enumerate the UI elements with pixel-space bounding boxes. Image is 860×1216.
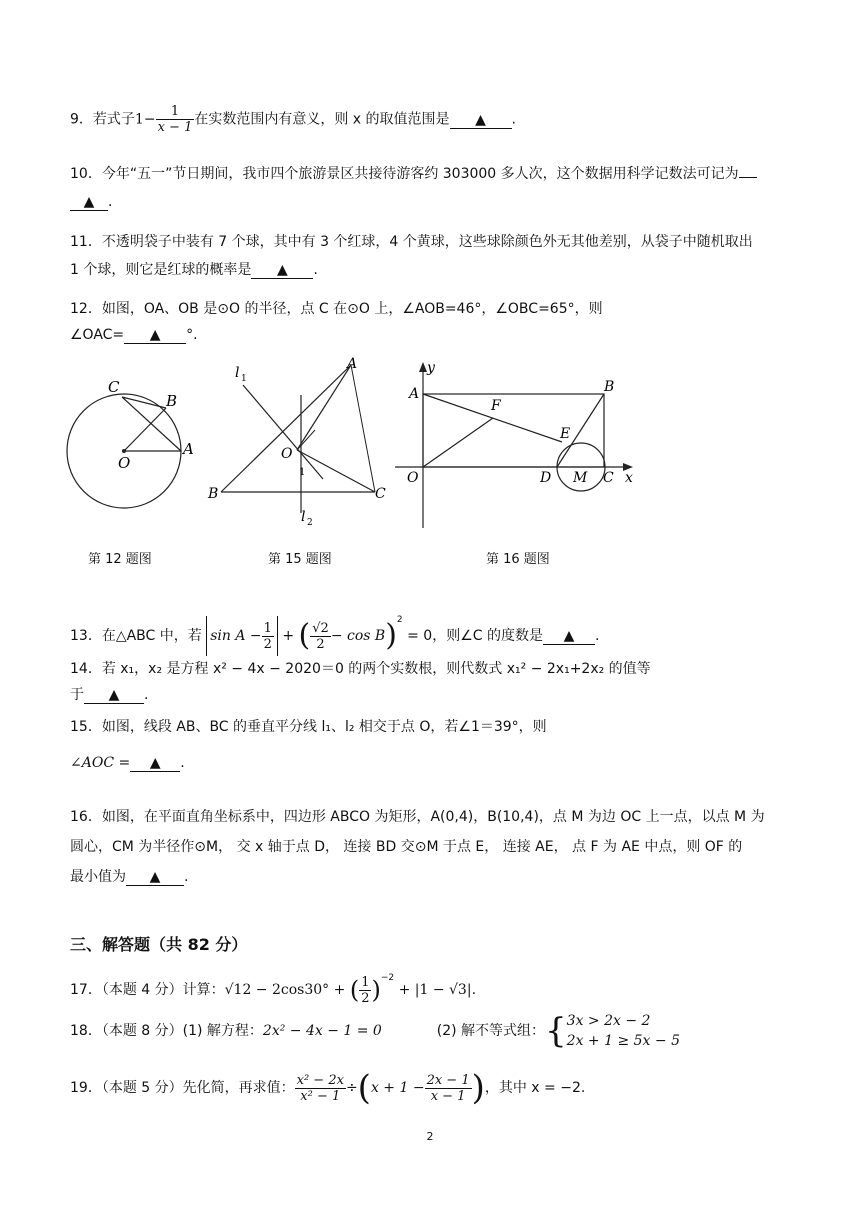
section-heading: 三、解答题（共 82 分）: [70, 935, 248, 954]
label-C: C: [108, 378, 120, 396]
label-A: A: [347, 356, 358, 372]
label-x: x: [625, 470, 633, 486]
question-9: 9．若式子1− $\frac{1}{x - 1}$ 在实数范围内有意义，则 x 的取值范围是 ▲ .: [70, 104, 516, 135]
question-14: 14．若 x₁，x₂ 是方程 x² − 4x − 2020＝0 的两个实数根，则代数式 x₁² − 2x₁+2x₂ 的值等 于 ▲ .: [70, 661, 651, 703]
figure-15: [205, 355, 390, 535]
label-D: D: [540, 470, 552, 486]
answer-blank[interactable]: ▲: [126, 869, 184, 886]
question-18: 18．（本题 8 分）(1) 解方程：2x² − 4x − 1 = 0 (2) 解不等式组：{ 3x > 2x − 2 2x + 1 ≥ 5x − 5: [70, 1011, 680, 1051]
caption-fig15: 第 15 题图: [268, 552, 332, 567]
question-11: 11．不透明袋子中装有 7 个球，其中有 3 个红球，4 个黄球，这些球除颜色外无其他差别，从袋子中随机取出 1 个球，则它是红球的概率是 ▲ .: [70, 234, 753, 278]
absolute-value: sin A − $\frac{1}{2}$: [206, 616, 278, 656]
label-A: A: [183, 440, 194, 458]
label-l2: l: [301, 509, 306, 525]
label-y: y: [427, 360, 435, 376]
label-l1: l: [235, 365, 240, 381]
inequality-system: 3x > 2x − 2 2x + 1 ≥ 5x − 5: [566, 1013, 680, 1049]
figure-16: [393, 358, 643, 533]
label-C: C: [375, 486, 386, 502]
angle-1-label: 1: [299, 467, 306, 478]
label-A: A: [409, 386, 420, 402]
figure-12: [60, 370, 210, 520]
label-F: F: [491, 398, 501, 414]
svg-text:1: 1: [241, 374, 247, 384]
question-16: 16．如图，在平面直角坐标系中，四边形 ABCO 为矩形，A(0,4)，B(10,4)，点 M 为边 OC 上一点，以点 M 为 圆心，CM 为半径作⊙M， 交 x 轴于点 D， 连接 BD 交⊙M 于点 E， 连接 AE， 点 F 为 AE 中点，则 OF 的 最小值为 ▲ .: [70, 809, 765, 885]
question-19: 19．（本题 5 分）先化简，再求值： $\frac{\text{x² − 2x}}{\text{x² − 1}}$ ÷(x + 1 − $\frac{2x - 1}{x - 1}$ )，其中 x = −2.: [70, 1068, 586, 1108]
caption-fig12: 第 12 题图: [88, 552, 152, 567]
label-B: B: [604, 379, 615, 395]
question-13: 13．在△ABC 中，若 sin A − $\frac{1}{2}$ + ( $\frac{√2}{2}$ − cos B)$^2$ = 0，则∠C 的度数是 ▲ .: [70, 596, 800, 660]
answer-blank[interactable]: ▲: [70, 194, 108, 211]
question-15: 15．如图，线段 AB、BC 的垂直平分线 l₁、l₂ 相交于点 O，若∠1＝39°，则 ∠AOC = ▲ .: [70, 719, 547, 771]
svg-text:2: 2: [307, 518, 313, 528]
question-17: 17．（本题 4 分）计算：√12 − 2cos30° + ( $\frac{1}{2}$ )$^{-2}$ + |1 − √3|.: [70, 973, 477, 1006]
label-O: O: [407, 470, 419, 486]
answer-blank[interactable]: ▲: [251, 262, 313, 279]
page-number: 2: [426, 1130, 434, 1143]
caption-fig16: 第 16 题图: [486, 552, 550, 567]
answer-blank[interactable]: ▲: [543, 628, 595, 645]
fraction: $\frac{1}{x - 1}$: [157, 104, 193, 135]
answer-blank[interactable]: ▲: [450, 112, 512, 129]
label-M: M: [573, 470, 588, 486]
label-C: C: [603, 470, 614, 486]
question-12: 12．如图，OA、OB 是⊙O 的半径，点 C 在⊙O 上，∠AOB=46°，∠OBC=65°，则 ∠OAC= ▲ °.: [70, 301, 603, 343]
answer-blank[interactable]: ▲: [124, 327, 186, 344]
label-B: B: [208, 486, 219, 502]
label-O: O: [281, 446, 293, 462]
label-E: E: [560, 426, 571, 442]
answer-blank[interactable]: ▲: [130, 755, 180, 772]
label-B: B: [166, 392, 178, 410]
question-10: 10．今年“五一”节日期间，我市四个旅游景区共接待游客约 303000 多人次，这个数据用科学记数法可记为 ▲ .: [70, 163, 800, 213]
answer-blank[interactable]: ▲: [84, 687, 144, 704]
label-O: O: [118, 454, 131, 472]
